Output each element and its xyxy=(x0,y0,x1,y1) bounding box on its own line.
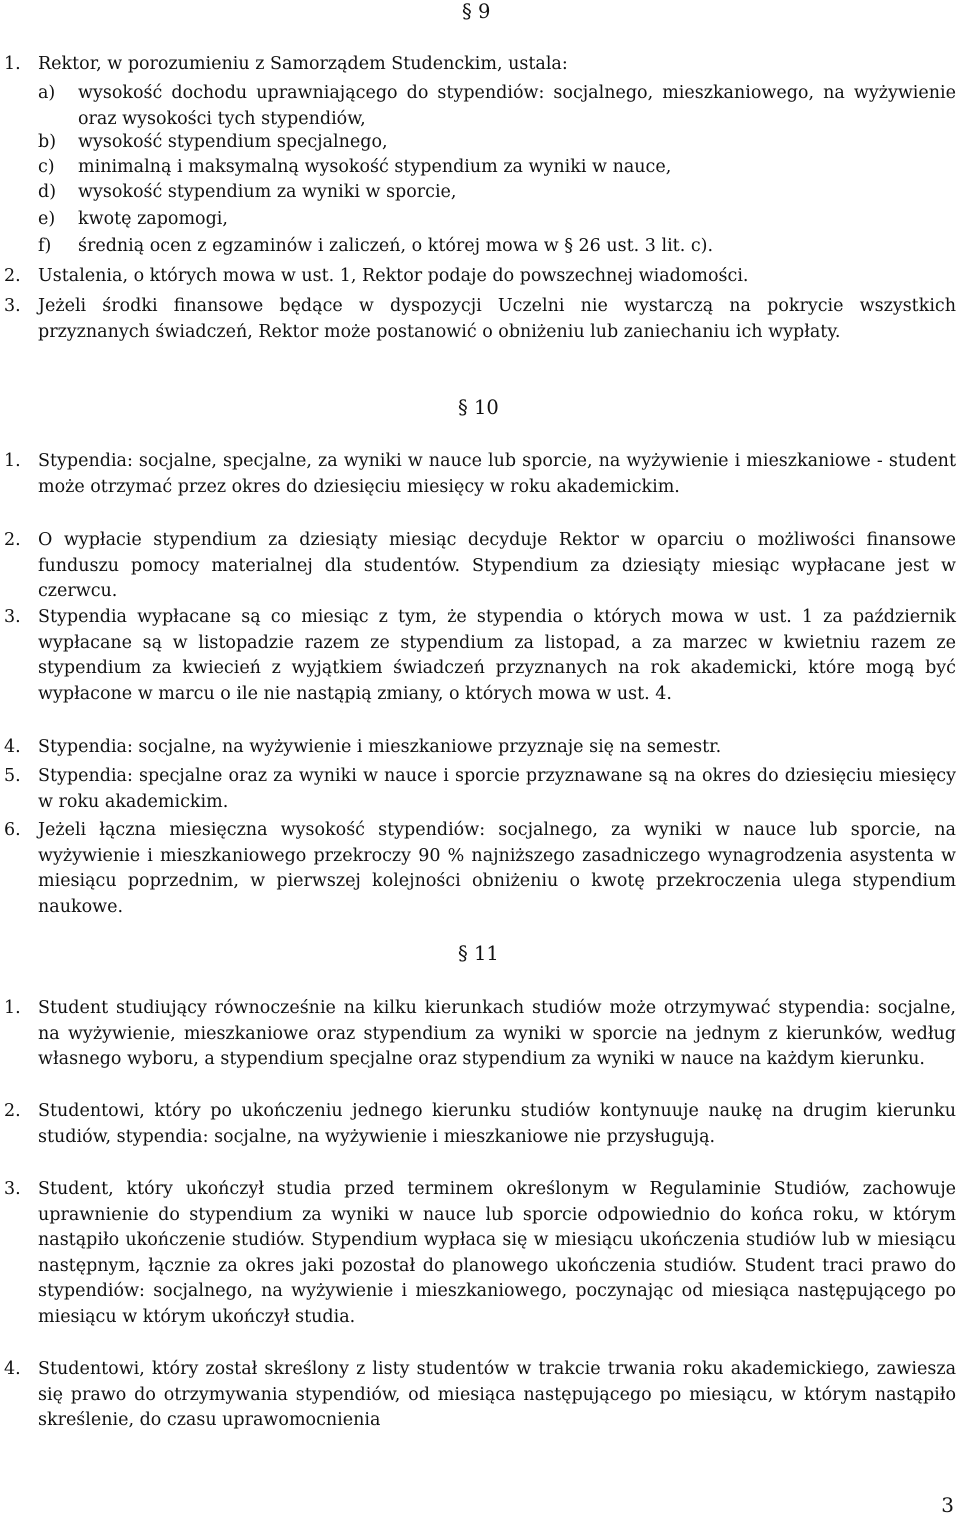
paragraph: Jeżeli łączna miesięczna wysokość stypendiów: socjalnego, za wyniki w nauce lub sporcie, na wyżywienie i mieszkaniowego przekroczy 90 % najniższego zasadniczego wynagrodzenia asystenta w miesiącu poprzednim, w pierwszej kolejności obniżeniu o kwotę przekroczenia ulega stypendium naukowe. xyxy=(38,820,956,917)
item-number: 3. xyxy=(4,1179,21,1199)
list-text: wysokość stypendium specjalnego, xyxy=(78,132,388,152)
list-text: średnią ocen z egzaminów i zaliczeń, o której mowa w § 26 ust. 3 lit. c). xyxy=(78,236,714,256)
list-item xyxy=(38,81,956,132)
item-number: 2. xyxy=(4,530,21,550)
item-number: 3. xyxy=(4,296,21,316)
item-number: 4. xyxy=(4,1359,21,1379)
paragraph: Ustalenia, o których mowa w ust. 1, Rektor podaje do powszechnej wiadomości. xyxy=(38,266,749,286)
paragraph: Stypendia wypłacane są co miesiąc z tym, że stypendia o których mowa w ust. 1 za październik wypłacane są w listopadzie razem ze stypendium za listopad, a za marzec w kwietniu razem ze stypendium za kwiecień z wyjątkiem świadczeń przyznanych na rok akademicki, które mogą być wypłacone w marcu o ile nie nastąpią zmiany, o których mowa w ust. 4. xyxy=(38,607,956,704)
list-item xyxy=(38,130,388,156)
list-text: wysokość stypendium za wyniki w sporcie, xyxy=(78,182,457,202)
paragraph: Stypendia: socjalne, na wyżywienie i mieszkaniowe przyznaje się na semestr. xyxy=(38,737,722,757)
list-letter: a) xyxy=(38,83,56,103)
list-letter: d) xyxy=(38,182,57,202)
item-number: 1. xyxy=(4,54,21,74)
item-number: 3. xyxy=(4,607,21,627)
list-letter: e) xyxy=(38,209,56,229)
list-letter: c) xyxy=(38,157,55,177)
list-text: kwotę zapomogi, xyxy=(78,209,228,229)
item-number: 2. xyxy=(4,1101,21,1121)
paragraph: Stypendia: specjalne oraz za wyniki w nauce i sporcie przyznawane są na okres do dziesięciu miesięcy w roku akademickim. xyxy=(38,766,956,812)
list-text: minimalną i maksymalną wysokość stypendium za wyniki w nauce, xyxy=(78,157,672,177)
section-heading-10: § 10 xyxy=(458,396,499,419)
paragraph: Student studiujący równocześnie na kilku kierunkach studiów może otrzymywać stypendia: socjalne, na wyżywienie, mieszkaniowe oraz stypendium za wyniki w sporcie na jednym z kierunków, według własnego wyboru, a stypendium specjalne oraz stypendium za wyniki w nauce na każdym kierunku. xyxy=(38,998,956,1069)
item-number: 1. xyxy=(4,451,21,471)
paragraph: Stypendia: socjalne, specjalne, za wyniki w nauce lub sporcie, na wyżywienie i mieszkaniowe - student może otrzymać przez okres do dziesięciu miesięcy w roku akademickim. xyxy=(38,451,956,497)
paragraph: O wypłacie stypendium za dziesiąty miesiąc decyduje Rektor w oparciu o możliwości finansowe funduszu pomocy materialnej dla studentów. Stypendium za dziesiąty miesiąc wypłacane jest w czerwcu. xyxy=(38,530,956,601)
paragraph: Jeżeli środki finansowe będące w dyspozycji Uczelni nie wystarczą na pokrycie wszystkich przyznanych świadczeń, Rektor może postanowić o obniżeniu lub zaniechaniu ich wypłaty. xyxy=(38,296,956,342)
list-item xyxy=(38,207,228,233)
list-item xyxy=(38,234,713,260)
item-number: 4. xyxy=(4,737,21,757)
list-item xyxy=(38,180,456,206)
paragraph: Studentowi, który został skreślony z listy studentów w trakcie trwania roku akademickiego, zawiesza się prawo do otrzymywania stypendiów, od miesiąca następującego po miesiącu, w którym nastąpiło skreślenie, do czasu uprawomocnienia xyxy=(38,1359,956,1430)
item-number: 5. xyxy=(4,766,21,786)
paragraph: Rektor, w porozumieniu z Samorządem Studenckim, ustala: xyxy=(38,54,568,74)
page-number: 3 xyxy=(941,1493,954,1517)
section-heading-11: § 11 xyxy=(458,942,499,965)
paragraph: Student, który ukończył studia przed terminem określonym w Regulaminie Studiów, zachowuje uprawnienie do stypendium za wyniki w nauce lub sporcie odpowiednio do końca roku, w którym nastąpiło ukończenie studiów. Stypendium wypłaca się w miesiącu ukończenia studiów lub w miesiącu następnym, łącznie za okres jaki pozostał do planowego ukończenia studiów. Student traci prawo do stypendiów: socjalnego, na wyżywienie i mieszkaniowego, poczynając od miesiąca następującego po miesiącu w którym ukończył studia. xyxy=(38,1179,956,1327)
item-number: 2. xyxy=(4,266,21,286)
item-number: 1. xyxy=(4,998,21,1018)
list-text: wysokość dochodu uprawniającego do stypendiów: socjalnego, mieszkaniowego, na wyżywienie oraz wysokości tych stypendiów, xyxy=(78,83,956,129)
item-number: 6. xyxy=(4,820,21,840)
paragraph: Studentowi, który po ukończeniu jednego kierunku studiów kontynuuje naukę na drugim kierunku studiów, stypendia: socjalne, na wyżywienie i mieszkaniowe nie przysługują. xyxy=(38,1101,956,1147)
section-heading-9: § 9 xyxy=(462,0,491,23)
list-item xyxy=(38,155,671,181)
list-letter: b) xyxy=(38,132,57,152)
list-letter: f) xyxy=(38,236,52,256)
